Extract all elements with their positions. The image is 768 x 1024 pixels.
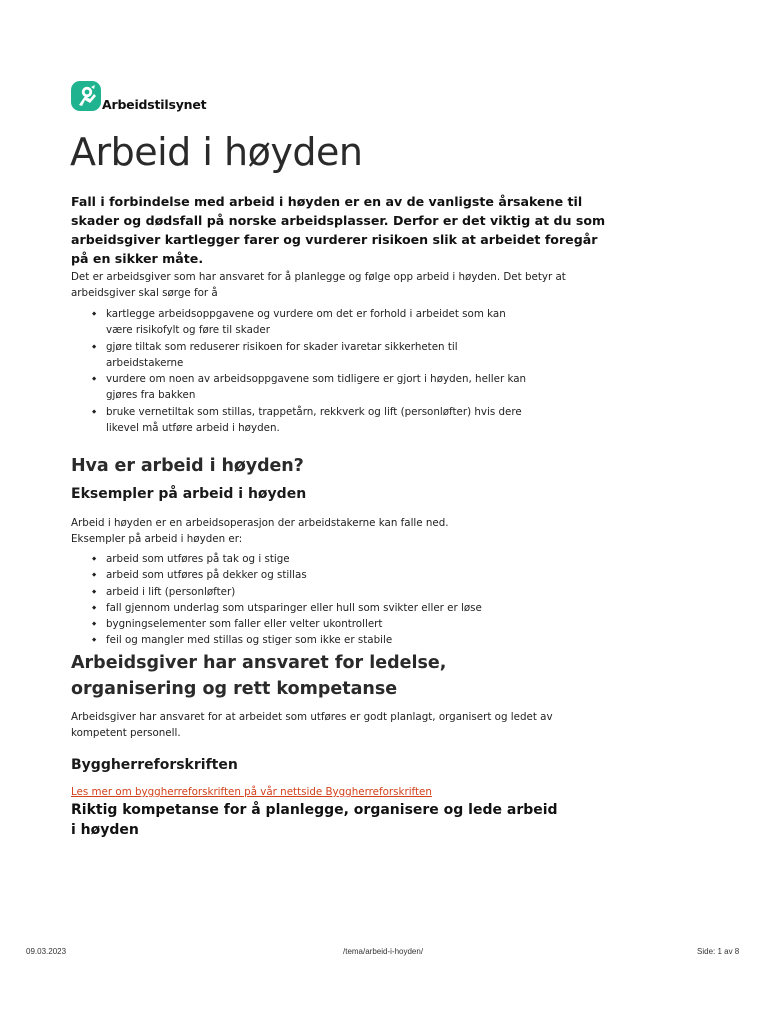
list-item: ◆ arbeid som utføres på dekker og stillas bbox=[90, 567, 550, 583]
subheading-byggherreforskriften: Byggherreforskriften bbox=[71, 757, 238, 773]
page-title: Arbeid i høyden bbox=[70, 130, 363, 174]
responsibility-text: Arbeidsgiver har ansvaret for at arbeidet som utføres er godt planlagt, organisert og ledet av kompetent personell. bbox=[71, 711, 553, 740]
list-item: ◆ bruke vernetiltak som stillas, trappetårn, rekkverk og lift (personløfter) hvis dere likevel må utføre arbeid i høyden. bbox=[90, 404, 530, 437]
brand-name: Arbeidstilsynet bbox=[102, 97, 207, 112]
arbeidstilsynet-logo-icon bbox=[71, 81, 101, 111]
list-item: ◆ fall gjennom underlag som utsparinger eller hull som svikter eller er løse bbox=[90, 600, 550, 616]
footer-page-number: Side: 1 av 8 bbox=[697, 947, 740, 956]
subheading-competence: Riktig kompetanse for å planlegge, organisere og lede arbeid i høyden bbox=[71, 802, 558, 838]
intro-paragraph: Det er arbeidsgiver som har ansvaret for å planlegge og følge opp arbeid i høyden. Det betyr at arbeidsgiver skal sørge for å bbox=[71, 271, 566, 300]
definition-text: Arbeid i høyden er en arbeidsoperasjon der arbeidstakerne kan falle ned. bbox=[71, 517, 449, 529]
examples-intro-text: Eksempler på arbeid i høyden er: bbox=[71, 533, 243, 545]
list-item: ◆ feil og mangler med stillas og stiger som ikke er stabile bbox=[90, 632, 550, 648]
footer-url-path: /tema/arbeid-i-hoyden/ bbox=[343, 947, 424, 956]
list-item: ◆ arbeid som utføres på tak og i stige bbox=[90, 551, 550, 567]
list-item: ◆ arbeid i lift (personløfter) bbox=[90, 584, 550, 600]
list-item: ◆ bygningselementer som faller eller velter ukontrollert bbox=[90, 616, 550, 632]
subheading-examples: Eksempler på arbeid i høyden bbox=[71, 486, 307, 502]
section-heading-responsibility: Arbeidsgiver har ansvaret for ledelse, organisering og rett kompetanse bbox=[71, 653, 447, 699]
list-item: ◆ gjøre tiltak som reduserer risikoen for skader ivaretar sikkerheten til arbeidstakerne bbox=[90, 339, 530, 372]
examples-list bbox=[90, 551, 550, 649]
list-item: ◆ vurdere om noen av arbeidsoppgavene som tidligere er gjort i høyden, heller kan gjøres fra bakken bbox=[90, 371, 530, 404]
footer-date: 09.03.2023 bbox=[26, 947, 67, 956]
intro-list bbox=[90, 306, 530, 436]
section-heading-what-is: Hva er arbeid i høyden? bbox=[71, 456, 304, 476]
list-item: ◆ kartlegge arbeidsoppgavene og vurdere om det er forhold i arbeidet som kan være risikofylt og føre til skader bbox=[90, 306, 530, 339]
lead-paragraph: Fall i forbindelse med arbeid i høyden er en av de vanligste årsakene til skader og dødsfall på norske arbeidsplasser. Derfor er det viktig at du som arbeidsgiver kartlegger farer og vurderer risikoen slik at arbeidet foregår på en sikker måte. bbox=[71, 194, 606, 266]
byggherreforskriften-link[interactable]: Les mer om byggherreforskriften på vår nettside Byggherreforskriften bbox=[71, 786, 432, 798]
